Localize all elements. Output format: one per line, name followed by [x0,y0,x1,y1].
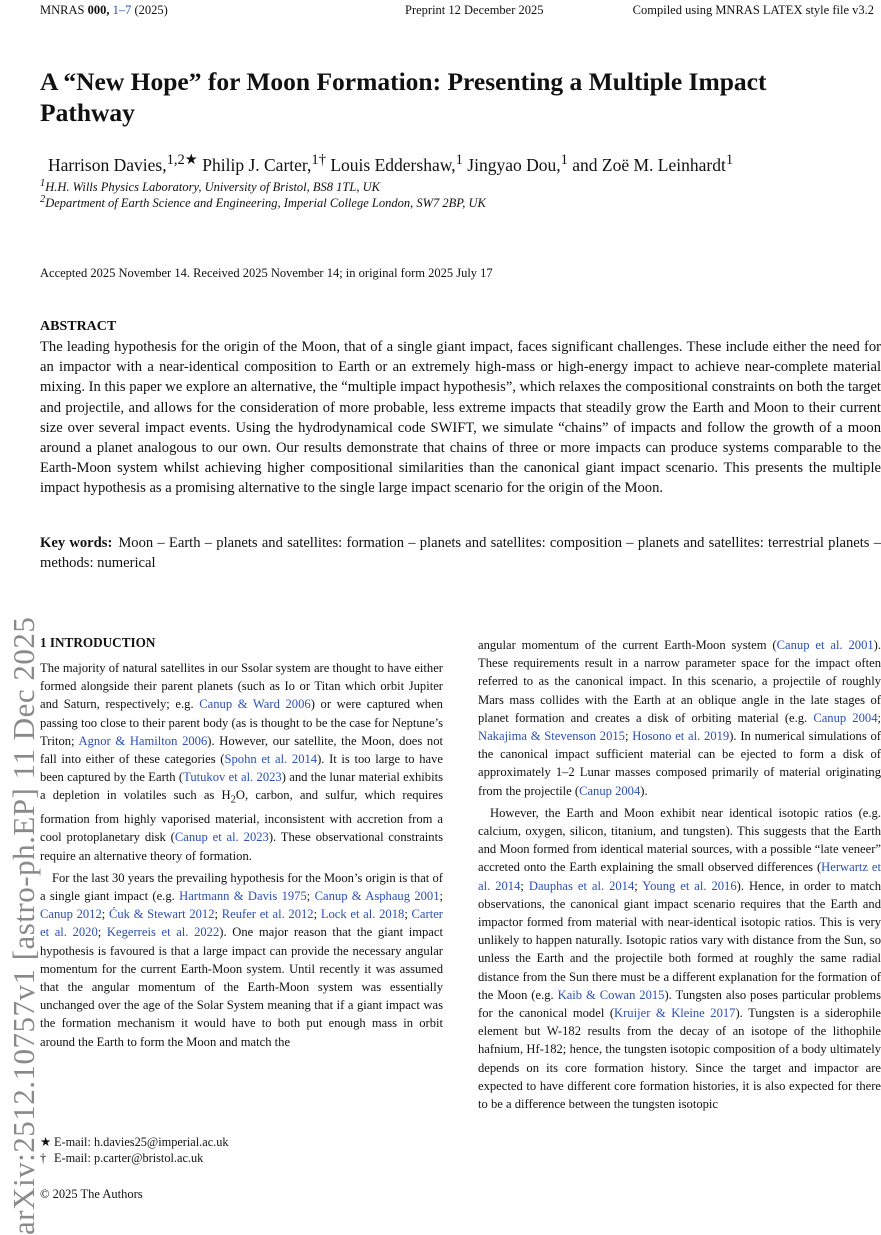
running-header-journal: MNRAS 000, 1–7 (2025) [40,3,168,17]
keywords-text: Moon – Earth – planets and satellites: formation – planets and satellites: composition – planets and satellites: terrestrial planets – methods: numerical [40,535,881,572]
paragraph: angular momentum of the current Earth-Moon system (Canup et al. 2001). These requirements result in a narrow parameter space for the impact often referred to as the canonical impact. In this scenario, a projectile of roughly Mars mass collides with the Earth at an oblique angle in the late stages of planet formation and creates a disk of orbiting material (e.g. Canup 2004; Nakajima & Stevenson 2015; Hosono et al. 2019). In numerical simulations of the canonical impact sufficient material can be ejected to form a disk of approximately 1–2 Lunar masses composed primarily of material originating from the projectile (Canup 2004). [478,638,881,798]
affiliation: $^2$Department of Earth Science and Engineering, Imperial College London, SW7 2BP, UK [40,194,486,211]
citation-link[interactable]: Young et al. 2016 [642,878,737,893]
page-range-link[interactable]: 1–7 [112,3,132,17]
author-sup: 1 [725,152,734,168]
citation-link[interactable]: Nakajima & Stevenson 2015 [478,729,625,744]
author-sup: 1,2★ [166,152,198,168]
keywords-label: Key words: [40,535,113,551]
citation-link[interactable]: Spohn et al. 2014 [224,752,318,767]
journal-name: MNRAS [40,3,85,17]
paragraph: For the last 30 years the prevailing hypothesis for the Moon’s origin is that of a single giant impact (e.g. Hartmann & Davis 1975; Canup & Asphaug 2001; Canup 2012; Ćuk & Stewart 2012; Reufer et al. 2012; Lock et al. 2018; Carter et al. 2020; Kegerreis et al. 2022). One major reason that the giant impact hypothesis is favoured is that a large impact can provide the necessary angular momentum for the current Earth-Moon system. Until recently it was assumed that the angular momentum of the Earth-Moon system was essentially unchanged over the age of the Solar System meaning that if a giant impact was the formation mechanism it would have to both put enough mass in orbit around the Earth to form the Moon and match the [40,870,444,1049]
footnote-mark: † [40,1150,47,1165]
citation-link[interactable]: Herwartz et al. 2014 [478,860,881,893]
copyright: © 2025 The Authors [40,1187,143,1201]
citation-link[interactable]: Canup et al. 2001 [776,638,874,652]
right-column [478,636,881,1113]
author-name: and Zoë M. Leinhardt [567,154,726,175]
citation-link[interactable]: Canup 2012 [40,907,102,922]
footnote-mark: ★ [40,1135,52,1149]
abstract-heading: ABSTRACT [40,319,117,334]
citation-link[interactable]: Carter et al. 2020 [40,907,443,940]
author-name: Jingyao Dou, [462,154,561,175]
author-list [48,151,733,176]
citation-link[interactable]: Canup et al. 2023 [174,830,269,845]
paragraph: However, the Earth and Moon exhibit near identical isotopic ratios (e.g. calcium, oxygen, silicon, titanium, and tungsten). This suggests that the Earth and Moon formed from identical material sources, with a possible “late veneer” accreted onto the Earth explaining the small observed differences (Herwartz et al. 2014; Dauphas et al. 2014; Young et al. 2016). Hence, in order to match observations, the canonical giant impact scenario requires that the Earth and impactor formed from material with near-identical isotopic ratios. This is very unlikely to happen naturally. Isotopic ratios vary with distance from the Sun, so unless the Earth and the projectile both formed at roughly the same radial distance from the Sun there must be a different explanation for the formation of the Moon (e.g. Kaib & Cowan 2015). Tungsten also poses particular problems for the canonical model (Kruijer & Kleine 2017). Tungsten is a siderophile element but W-182 results from the decay of an isotope of the lithophile hafnium, Hf-182; hence, the tungsten isotopic composition of a body ultimately depends on its core formation history. Since the target and impactor are expected to have different core formation histories, it is also expected for there to be a difference between the tungsten isotopic [478,805,881,1112]
received-accepted-dates: Accepted 2025 November 14. Received 2025 November 14; in original form 2025 July 17 [40,266,493,280]
journal-year: (2025) [134,3,168,17]
author-sup: 1† [311,152,326,168]
paper-title: A “New Hope” for Moon Formation: Presenting a Multiple Impact Pathway [40,67,767,127]
citation-link[interactable]: Canup 2004 [813,710,878,725]
arxiv-watermark: arXiv:2512.10757v1 [astro-ph.EP] 11 Dec 2025 [6,616,41,1235]
author-name: Louis Eddershaw, [325,154,456,175]
footnote [40,1135,229,1151]
citation-link[interactable]: Kruijer & Kleine 2017 [614,1006,736,1021]
citation-link[interactable]: Hartmann & Davis 1975 [179,888,307,903]
citation-link[interactable]: Kaib & Cowan 2015 [557,987,665,1002]
footnote-email: E-mail: p.carter@bristol.ac.uk [54,1150,204,1165]
preprint-date: Preprint 12 December 2025 [405,3,544,17]
keywords [40,533,881,573]
author-sup: 1 [455,152,463,168]
left-column [40,659,443,1051]
citation-link[interactable]: Reufer et al. 2012 [221,907,314,922]
footnotes [40,1135,229,1166]
author-name: Philip J. Carter, [197,154,312,175]
author-sup: 1 [560,152,568,168]
abstract-text: The leading hypothesis for the origin of the Moon, that of a single giant impact, faces significant challenges. These include either the need for an impactor with a near-identical composition to Earth or an extremely high-mass or high-energy impact to achieve near-complete material mixing. In this paper we explore an alternative, the “multiple impact hypothesis”, which relaxes the compositional constraints on both the target and projectile, and allows for the consideration of more probable, less extreme impacts that steadily grow the Earth and Moon to their current size over several impact events. Using the hydrodynamical code SWIFT, we simulate “chains” of impacts and follow the growth of a moon around a planet analogous to our own. Our results demonstrate that chains of three or more impacts can produce systems comparable to the Earth-Moon system whilst achieving higher compositional similarities than the canonical giant impact scenario. This presents the multiple impact hypothesis as a promising alternative to the single large impact scenario for the origin of the Moon. [40,339,881,497]
citation-link[interactable]: Canup & Asphaug 2001 [314,888,440,903]
citation-link[interactable]: Tutukov et al. 2023 [183,770,282,785]
journal-volume: 000 [87,3,107,17]
section-heading: 1 INTRODUCTION [40,635,156,650]
citation-link[interactable]: Kegerreis et al. 2022 [106,925,220,940]
citation-link[interactable]: Hosono et al. 2019 [632,729,730,744]
affiliation: $^1$H.H. Wills Physics Laboratory, University of Bristol, BS8 1TL, UK [40,178,380,195]
compiled-note: Compiled using MNRAS LATEX style file v3.2 [632,3,874,17]
citation-link[interactable]: Agnor & Hamilton 2006 [78,733,208,748]
citation-link[interactable]: Canup & Ward 2006 [199,697,311,712]
footnote [40,1151,229,1167]
author-name: Harrison Davies, [48,154,167,175]
footnote-email: E-mail: h.davies25@imperial.ac.uk [54,1135,229,1149]
citation-link[interactable]: Ćuk & Stewart 2012 [108,907,215,922]
citation-link[interactable]: Canup 2004 [579,783,641,798]
citation-link[interactable]: Lock et al. 2018 [320,907,405,922]
citation-link[interactable]: Dauphas et al. 2014 [528,878,635,893]
paragraph: The majority of natural satellites in our Ssolar system are thought to have either formed alongside their parent planets (such as Io or Titan which orbit Jupiter and Saturn, respectively; e.g. Canup & Ward 2006) or were captured when passing too close to their parent body (as is thought to be the case for Neptune’s Triton; Agnor & Hamilton 2006). However, our satellite, the Moon, does not fall into either of these categories (Spohn et al. 2014). It is too large to have been captured by the Earth (Tutukov et al. 2023) and the lunar material exhibits a depletion in volatiles such as $H_2O$, carbon, and sulfur, which requires formation from highly vaporised material, inconsistent with accretion from a cool protoplanetary disk (Canup et al. 2023). These observational constraints require an alternative theory of formation. [40,661,444,863]
